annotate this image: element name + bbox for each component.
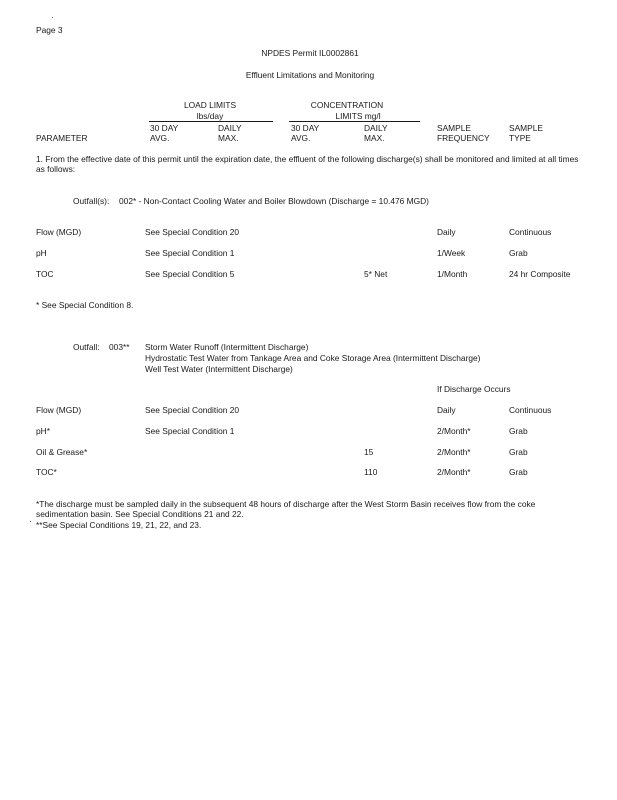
outfall2-number: 003** — [109, 342, 130, 352]
document-title: NPDES Permit IL0002861 — [261, 48, 359, 58]
row-type: 24 hr Composite — [509, 269, 571, 279]
page-label: Page 3 — [36, 25, 63, 35]
col-30day-load: 30 DAY — [150, 123, 179, 133]
outfall1-footnote: * See Special Condition 8. — [36, 300, 134, 310]
outfall1-label: Outfall(s): — [73, 196, 110, 206]
scan-speck — [52, 17, 53, 18]
row-frequency: 2/Month* — [437, 426, 471, 436]
row-type: Grab — [509, 248, 528, 258]
concentration-heading: CONCENTRATION — [310, 100, 384, 110]
col-daily-conc: DAILY — [364, 123, 388, 133]
footnote-special-conditions: **See Special Conditions 19, 21, 22, and 23. — [36, 520, 202, 530]
row-limit: See Special Condition 20 — [145, 227, 240, 237]
col-avg-conc: AVG. — [291, 133, 311, 143]
table-row — [0, 227, 617, 239]
row-daily-max: 15 — [364, 447, 374, 457]
outfall2-line: Storm Water Runoff (Intermittent Discharge) — [145, 342, 309, 352]
intro-paragraph: 1. From the effective date of this permit until the expiration date, the effluent of the following discharge(s) shall be monitored and limited at all times as follows: — [36, 154, 579, 175]
row-limit: See Special Condition 1 — [145, 248, 235, 258]
col-sample-frequency-top: SAMPLE — [437, 123, 471, 133]
row-daily-max: 5* Net — [364, 269, 388, 279]
row-type: Grab — [509, 426, 528, 436]
row-frequency: 2/Month* — [437, 447, 471, 457]
row-frequency: Daily — [437, 405, 456, 415]
row-parameter: TOC* — [36, 467, 57, 477]
row-frequency: Daily — [437, 227, 456, 237]
load-units: lbs/day — [196, 111, 224, 121]
row-frequency: 2/Month* — [437, 467, 471, 477]
row-parameter: TOC — [36, 269, 54, 279]
col-avg-load: AVG. — [150, 133, 170, 143]
col-parameter: PARAMETER — [36, 133, 88, 143]
table-row — [0, 248, 617, 260]
scan-speck — [30, 521, 31, 522]
table-row — [0, 467, 617, 479]
col-daily-load: DAILY — [218, 123, 242, 133]
table-row — [0, 426, 617, 438]
if-discharge-occurs: If Discharge Occurs — [437, 384, 511, 394]
row-limit: See Special Condition 5 — [145, 269, 235, 279]
outfall2-line: Hydrostatic Test Water from Tankage Area and Coke Storage Area (Intermittent Discharge) — [145, 353, 481, 363]
outfall2-label: Outfall: — [73, 342, 100, 352]
row-parameter: pH* — [36, 426, 50, 436]
footnote-storm-basin: *The discharge must be sampled daily in the subsequent 48 hours of discharge after the West Storm Basin receives flow from the coke sedimentation basin. See Special Conditions 21 and 22. — [36, 499, 536, 520]
row-limit: See Special Condition 1 — [145, 426, 235, 436]
concentration-rule — [289, 121, 420, 122]
row-type: Continuous — [509, 227, 552, 237]
row-parameter: pH — [36, 248, 47, 258]
row-frequency: 1/Month — [437, 269, 468, 279]
row-type: Grab — [509, 467, 528, 477]
row-type: Grab — [509, 447, 528, 457]
load-limits-rule — [149, 121, 273, 122]
table-row — [0, 405, 617, 417]
concentration-units: LIMITS mg/l — [335, 111, 381, 121]
outfall1-description: 002* - Non-Contact Cooling Water and Boiler Blowdown (Discharge = 10.476 MGD) — [119, 196, 429, 206]
row-frequency: 1/Week — [437, 248, 466, 258]
table-row — [0, 447, 617, 459]
col-sample-frequency: FREQUENCY — [437, 133, 490, 143]
row-parameter: Flow (MGD) — [36, 405, 82, 415]
row-limit: See Special Condition 20 — [145, 405, 240, 415]
row-daily-max: 110 — [364, 467, 378, 477]
row-parameter: Flow (MGD) — [36, 227, 82, 237]
load-limits-heading: LOAD LIMITS — [183, 100, 237, 110]
row-type: Continuous — [509, 405, 552, 415]
col-30day-conc: 30 DAY — [291, 123, 320, 133]
document-subtitle: Effluent Limitations and Monitoring — [245, 70, 375, 80]
col-sample-type: TYPE — [509, 133, 531, 143]
outfall2-line: Well Test Water (Intermittent Discharge) — [145, 364, 293, 374]
col-max-load: MAX. — [218, 133, 239, 143]
col-sample-type-top: SAMPLE — [509, 123, 543, 133]
row-parameter: Oil & Grease* — [36, 447, 88, 457]
col-max-conc: MAX. — [364, 133, 385, 143]
table-row — [0, 269, 617, 281]
